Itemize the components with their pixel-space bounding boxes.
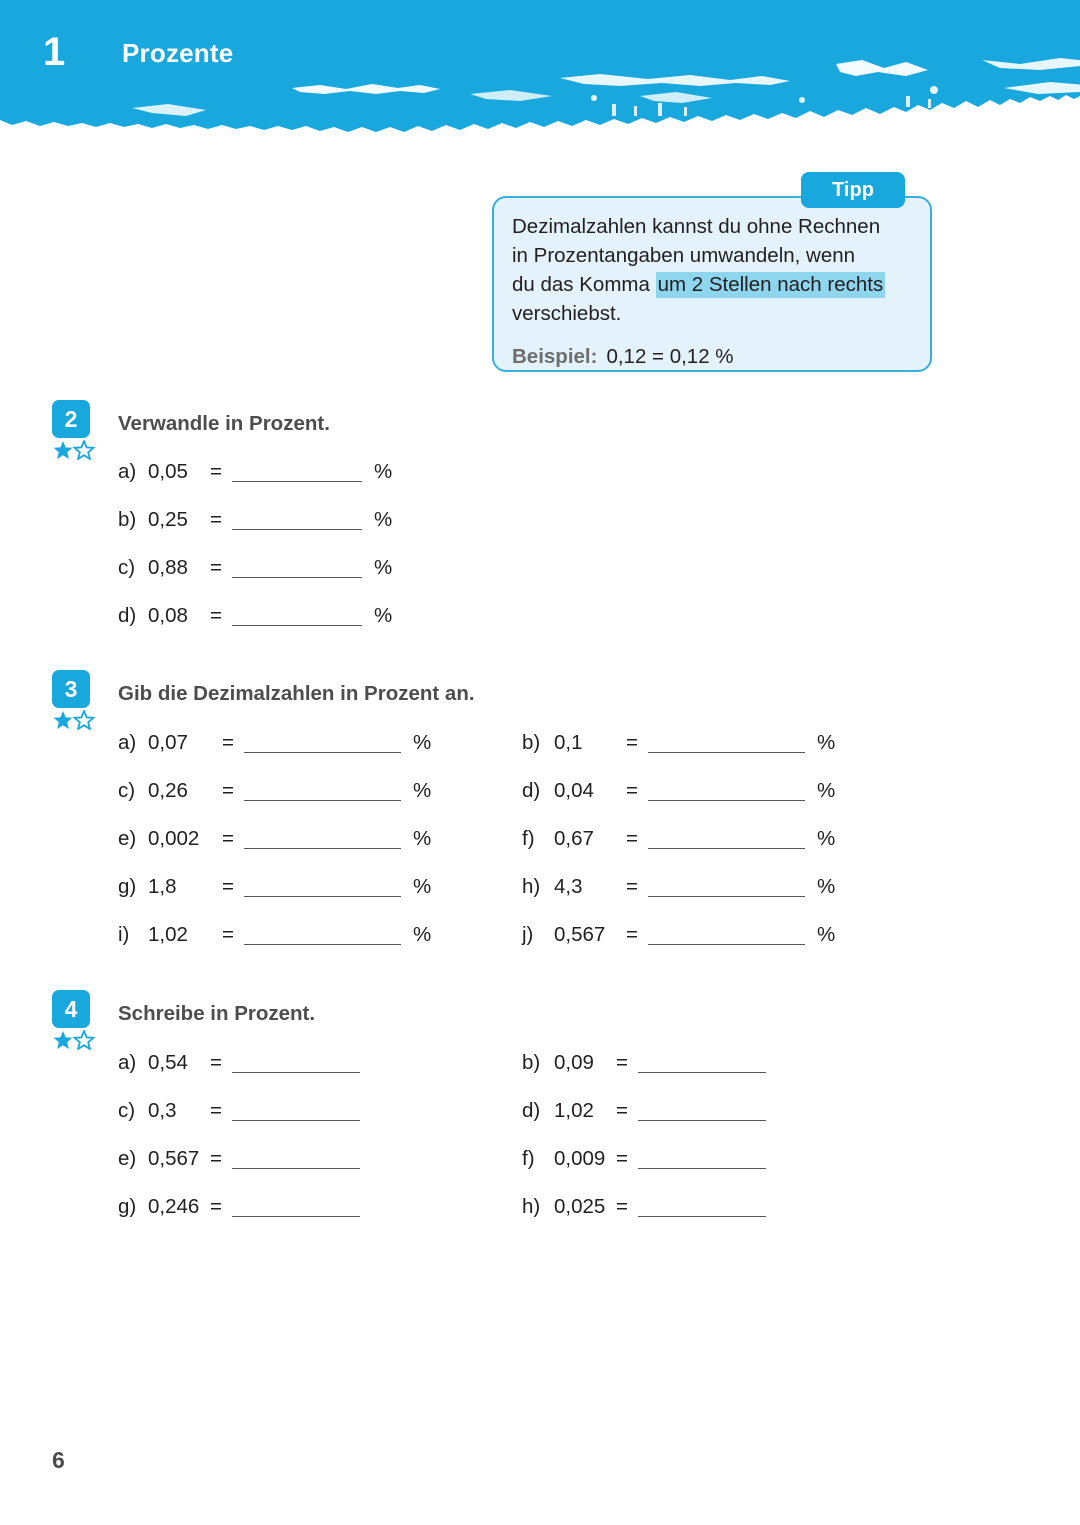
- answer-blank[interactable]: [648, 874, 805, 897]
- exercise-3-item-j: [522, 920, 835, 950]
- item-value: 0,3: [148, 1099, 177, 1122]
- item-value: 0,025: [554, 1195, 606, 1218]
- item-equals: =: [626, 923, 638, 946]
- star-filled-icon: [54, 711, 73, 729]
- item-unit: %: [374, 604, 393, 627]
- item-equals: =: [616, 1051, 628, 1074]
- item-equals: =: [210, 556, 222, 579]
- item-label: a): [118, 731, 137, 754]
- item-label: c): [118, 779, 136, 802]
- item-equals: =: [210, 1195, 222, 1218]
- item-value: 0,246: [148, 1195, 200, 1218]
- answer-blank[interactable]: [244, 730, 401, 753]
- answer-blank[interactable]: [648, 730, 805, 753]
- exercise-2-item-d: [118, 601, 392, 631]
- tip-content: [512, 212, 922, 371]
- item-label: e): [118, 1147, 137, 1170]
- exercise-2-item-c: [118, 553, 392, 583]
- item-unit: %: [374, 556, 393, 579]
- tip-example: [512, 342, 922, 371]
- item-equals: =: [210, 460, 222, 483]
- item-value: 0,009: [554, 1147, 606, 1170]
- item-value: 0,67: [554, 827, 594, 850]
- item-unit: %: [413, 827, 432, 850]
- tip-line-2: in Prozentangaben umwandeln, wenn: [512, 244, 856, 267]
- tip-highlight-phrase: um 2 Stellen nach rechts: [657, 273, 884, 296]
- exercise-3-title: Gib die Dezimalzahlen in Prozent an.: [118, 682, 475, 705]
- item-unit: %: [413, 731, 432, 754]
- exercise-4-item-b: [522, 1048, 766, 1078]
- chapter-title: Prozente: [122, 38, 234, 68]
- item-equals: =: [222, 923, 234, 946]
- exercise-3-item-i: [118, 920, 431, 950]
- star-outline-icon: [75, 711, 94, 729]
- exercise-2-title: Verwandle in Prozent.: [118, 412, 330, 435]
- exercise-2-item-a: [118, 457, 392, 487]
- exercise-2-badge: [52, 400, 90, 438]
- item-label: b): [522, 731, 541, 754]
- answer-blank[interactable]: [648, 922, 805, 945]
- item-unit: %: [374, 508, 393, 531]
- answer-blank[interactable]: [232, 1146, 360, 1169]
- star-filled-icon: [54, 441, 73, 459]
- item-unit: %: [817, 875, 836, 898]
- item-label: h): [522, 1195, 541, 1218]
- answer-blank[interactable]: [232, 459, 362, 482]
- item-value: 0,04: [554, 779, 594, 802]
- answer-blank[interactable]: [232, 507, 362, 530]
- item-equals: =: [222, 779, 234, 802]
- item-label: j): [522, 923, 534, 946]
- exercise-3-badge: [52, 670, 90, 708]
- item-label: a): [118, 1051, 137, 1074]
- star-filled-icon: [54, 1031, 73, 1049]
- item-equals: =: [626, 827, 638, 850]
- star-outline-icon: [75, 1031, 94, 1049]
- item-unit: %: [817, 923, 836, 946]
- item-value: 0,1: [554, 731, 583, 754]
- answer-blank[interactable]: [232, 1050, 360, 1073]
- answer-blank[interactable]: [232, 1098, 360, 1121]
- tip-tab: [801, 172, 905, 208]
- exercise-4-item-a: [118, 1048, 360, 1078]
- item-unit: %: [817, 779, 836, 802]
- answer-blank[interactable]: [244, 826, 401, 849]
- item-value: 1,02: [554, 1099, 594, 1122]
- exercise-2-marker: [52, 400, 98, 460]
- tip-tab-label: Tipp: [832, 179, 874, 201]
- exercise-4-title: Schreibe in Prozent.: [118, 1002, 316, 1025]
- item-value: 0,09: [554, 1051, 594, 1074]
- exercise-4-marker: [52, 990, 98, 1050]
- item-value: 0,07: [148, 731, 188, 754]
- item-label: f): [522, 827, 535, 850]
- exercise-3-number: 3: [64, 676, 78, 702]
- exercise-3-item-f: [522, 824, 835, 854]
- item-unit: %: [413, 779, 432, 802]
- answer-blank[interactable]: [648, 826, 805, 849]
- item-label: i): [118, 923, 130, 946]
- item-label: e): [118, 827, 137, 850]
- item-label: c): [118, 556, 136, 579]
- item-value: 1,02: [148, 923, 188, 946]
- item-equals: =: [210, 604, 222, 627]
- item-equals: =: [616, 1099, 628, 1122]
- answer-blank[interactable]: [232, 1194, 360, 1217]
- answer-blank[interactable]: [648, 778, 805, 801]
- item-unit: %: [413, 923, 432, 946]
- tip-line-3-prefix: du das Komma: [512, 273, 656, 296]
- exercise-4-item-c: [118, 1096, 360, 1126]
- answer-blank[interactable]: [638, 1146, 766, 1169]
- difficulty-stars-icon: [52, 710, 98, 730]
- item-value: 0,26: [148, 779, 188, 802]
- item-label: d): [522, 779, 541, 802]
- exercise-3-item-a: [118, 728, 431, 758]
- exercise-3-item-g: [118, 872, 431, 902]
- exercise-4-item-f: [522, 1144, 766, 1174]
- chapter-number: 1: [43, 30, 65, 74]
- exercise-3-item-b: [522, 728, 835, 758]
- exercise-4-item-h: [522, 1192, 766, 1222]
- difficulty-stars-icon: [52, 1030, 98, 1050]
- item-value: 0,08: [148, 604, 188, 627]
- difficulty-stars-icon: [52, 440, 98, 460]
- answer-blank[interactable]: [232, 555, 362, 578]
- answer-blank[interactable]: [232, 603, 362, 626]
- tip-example-label: Beispiel:: [512, 345, 598, 368]
- item-label: g): [118, 875, 137, 898]
- tip-example-value: 0,12 = 0,12 %: [606, 345, 734, 368]
- item-equals: =: [210, 1051, 222, 1074]
- item-label: d): [118, 604, 137, 627]
- item-unit: %: [817, 731, 836, 754]
- item-label: b): [118, 508, 137, 531]
- exercise-2-number: 2: [64, 406, 78, 432]
- item-equals: =: [626, 875, 638, 898]
- item-value: 0,567: [554, 923, 606, 946]
- item-value: 4,3: [554, 875, 583, 898]
- exercise-4-item-e: [118, 1144, 360, 1174]
- page-header-banner: [0, 0, 1080, 136]
- item-equals: =: [616, 1147, 628, 1170]
- answer-blank[interactable]: [244, 922, 401, 945]
- item-equals: =: [210, 508, 222, 531]
- answer-blank[interactable]: [638, 1050, 766, 1073]
- item-unit: %: [413, 875, 432, 898]
- star-outline-icon: [75, 441, 94, 459]
- item-equals: =: [210, 1099, 222, 1122]
- exercise-2-item-b: [118, 505, 392, 535]
- answer-blank[interactable]: [638, 1194, 766, 1217]
- item-value: 0,002: [148, 827, 200, 850]
- exercise-3-item-d: [522, 776, 835, 806]
- item-label: b): [522, 1051, 541, 1074]
- answer-blank[interactable]: [638, 1098, 766, 1121]
- item-label: a): [118, 460, 137, 483]
- exercise-4-item-g: [118, 1192, 360, 1222]
- page-number: 6: [52, 1447, 65, 1473]
- exercise-4-item-d: [522, 1096, 766, 1126]
- exercise-4-number: 4: [64, 996, 78, 1022]
- answer-blank[interactable]: [244, 874, 401, 897]
- exercise-3-item-h: [522, 872, 835, 902]
- answer-blank[interactable]: [244, 778, 401, 801]
- item-unit: %: [374, 460, 393, 483]
- item-value: 0,05: [148, 460, 188, 483]
- item-label: g): [118, 1195, 137, 1218]
- item-equals: =: [222, 875, 234, 898]
- exercise-3-item-e: [118, 824, 431, 854]
- item-value: 0,54: [148, 1051, 188, 1074]
- exercise-4-badge: [52, 990, 90, 1028]
- item-label: h): [522, 875, 541, 898]
- item-label: d): [522, 1099, 541, 1122]
- item-value: 0,567: [148, 1147, 200, 1170]
- item-equals: =: [222, 731, 234, 754]
- item-equals: =: [210, 1147, 222, 1170]
- item-value: 0,88: [148, 556, 188, 579]
- tip-line-4: verschiebst.: [512, 302, 622, 325]
- item-unit: %: [817, 827, 836, 850]
- item-equals: =: [626, 779, 638, 802]
- tip-line-3: [512, 270, 922, 299]
- exercise-3-item-c: [118, 776, 431, 806]
- item-value: 1,8: [148, 875, 177, 898]
- item-equals: =: [616, 1195, 628, 1218]
- item-label: f): [522, 1147, 535, 1170]
- item-value: 0,25: [148, 508, 188, 531]
- item-label: c): [118, 1099, 136, 1122]
- item-equals: =: [222, 827, 234, 850]
- tip-line-1: Dezimalzahlen kannst du ohne Rechnen: [512, 215, 881, 238]
- item-equals: =: [626, 731, 638, 754]
- exercise-3-marker: [52, 670, 98, 730]
